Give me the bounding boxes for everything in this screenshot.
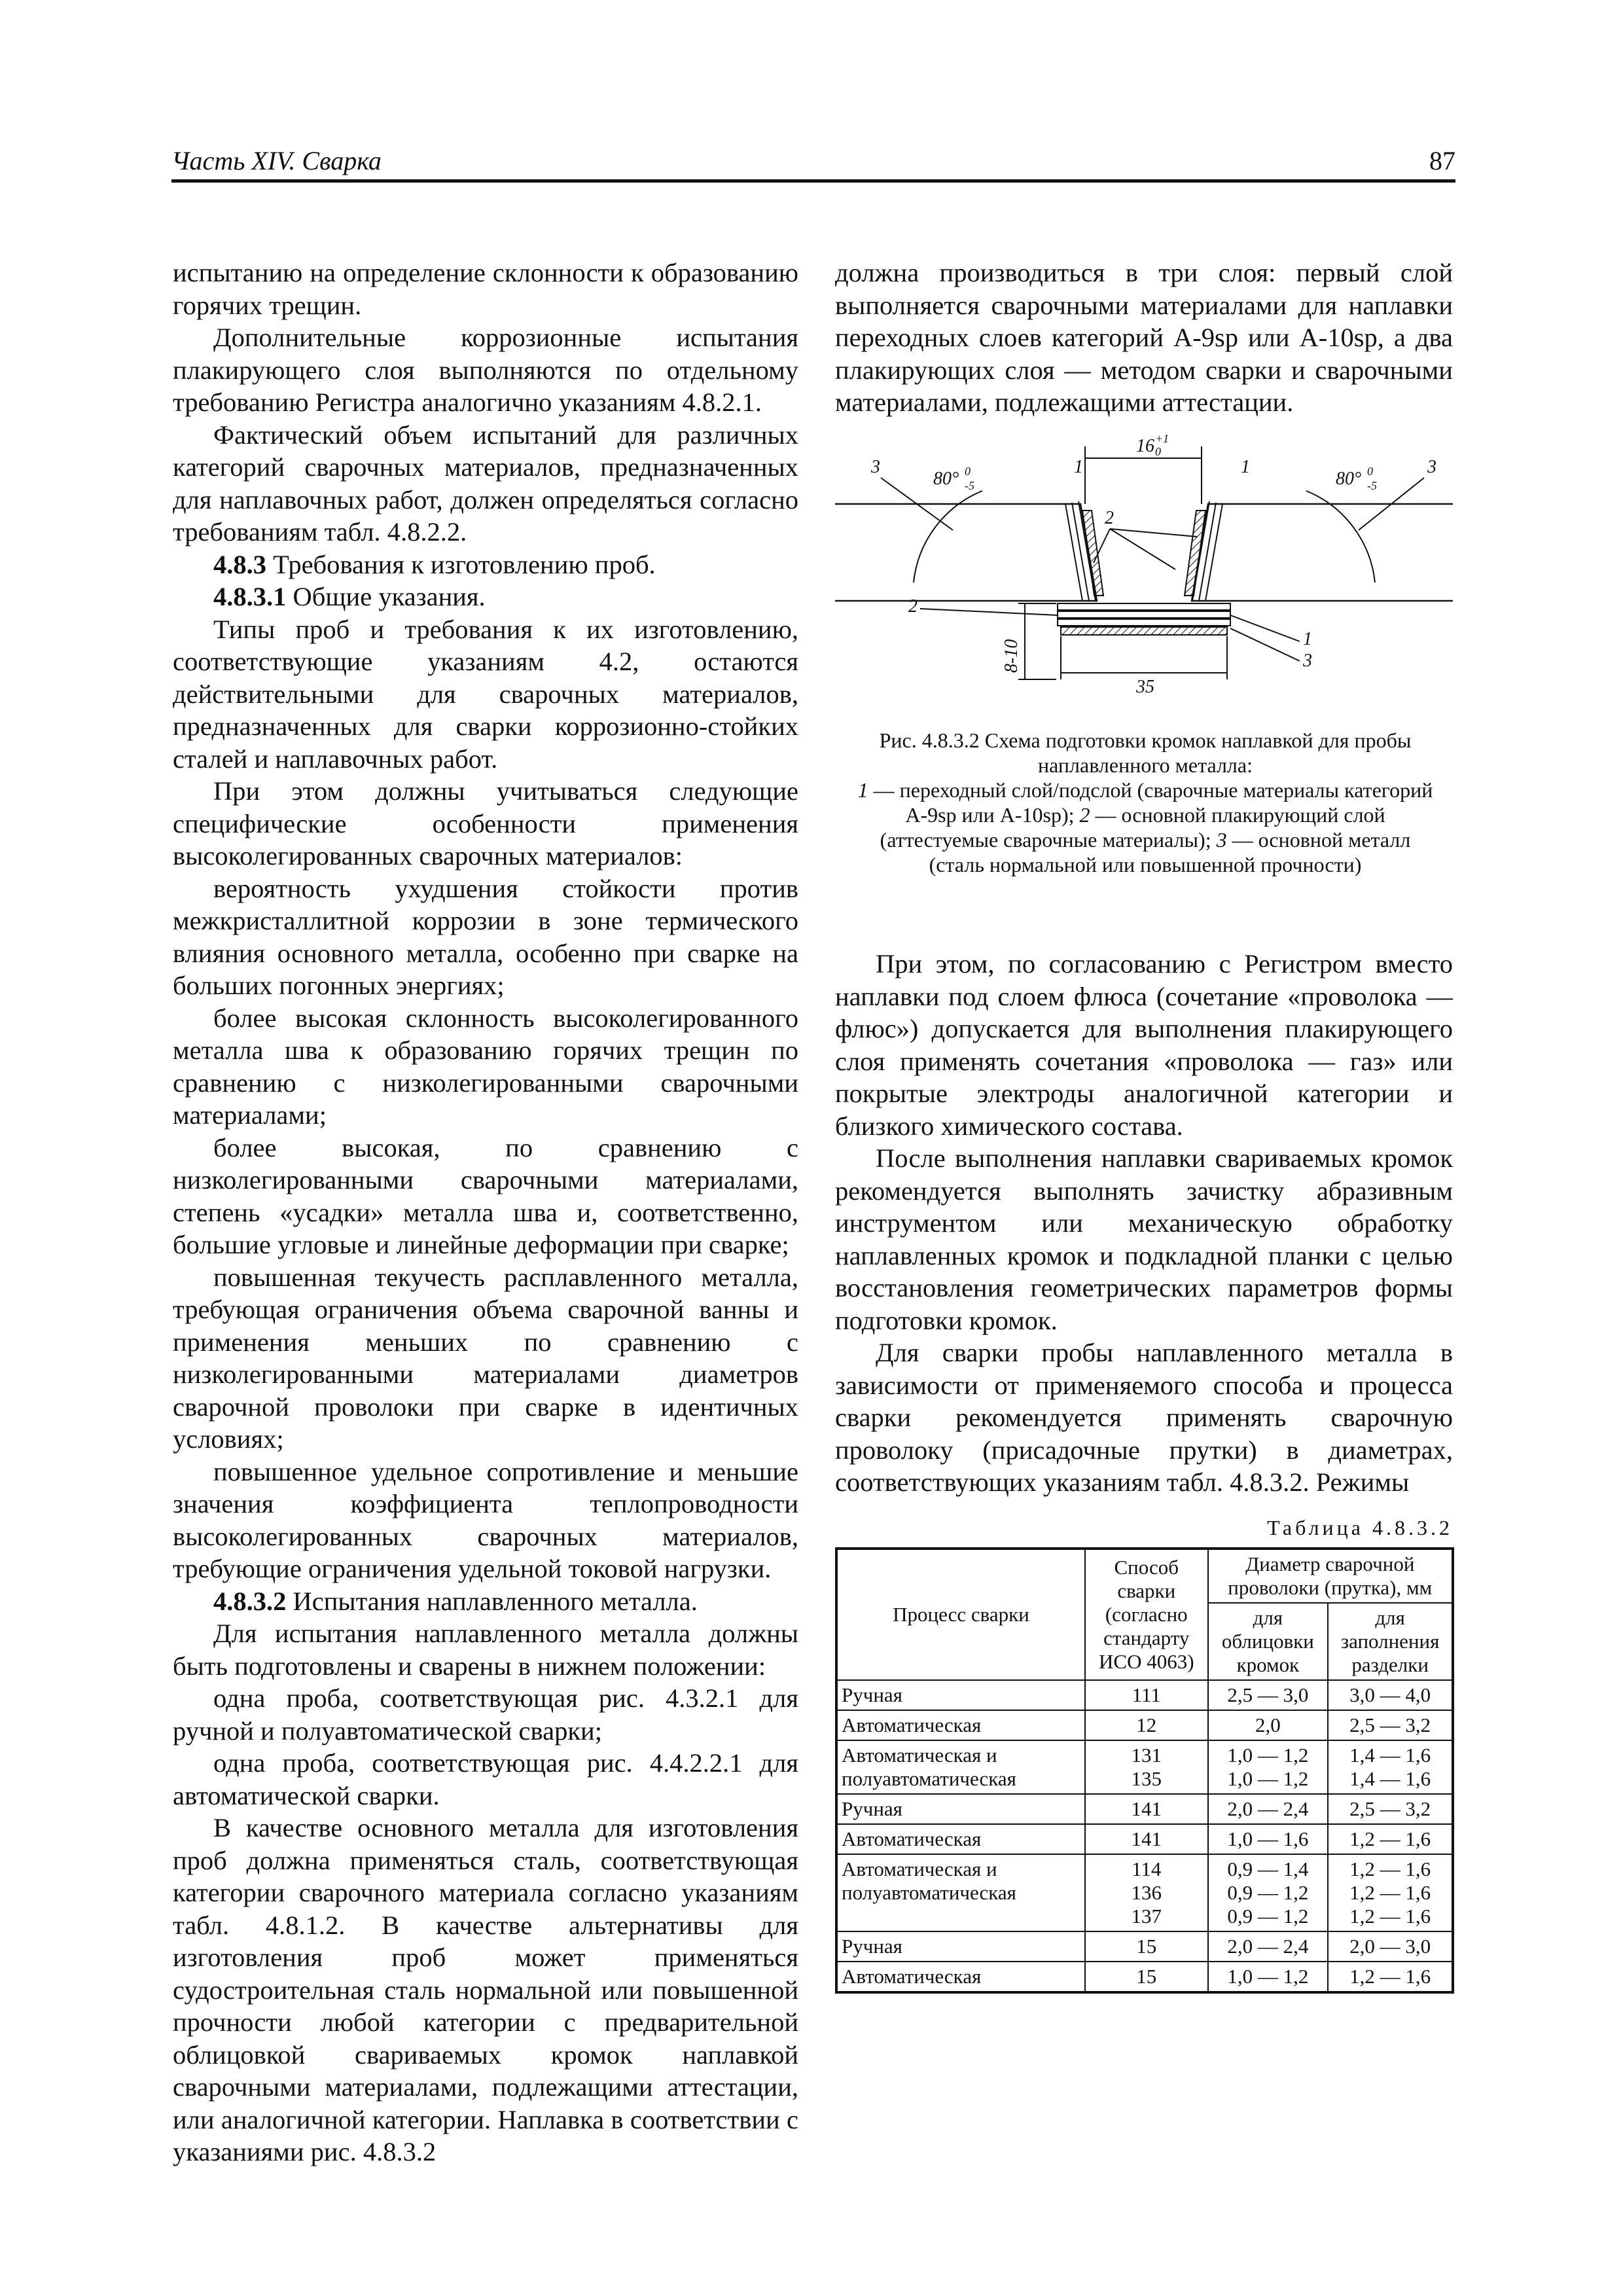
header-filling: для заполнения разделки <box>1328 1603 1452 1680</box>
table-cell-process: Автоматическая <box>837 1824 1085 1854</box>
list-paragraph: повышенное удельное сопротивление и меньшие значения коэффициента теплопроводности высоколегированных сварочных материалов, требующие ограничения удельной токовой нагрузки. <box>173 1456 798 1583</box>
figure-label-3-left: 3 <box>871 457 880 477</box>
paragraph: Фактический объем испытаний для различных категорий сварочных материалов, предназначенных для наплавочных работ, должен определяться согласно требованиям табл. 4.8.2.2. <box>173 420 798 547</box>
subsection-heading <box>173 1585 798 1618</box>
table-cell-facing: 2,0 — 2,4 <box>1208 1931 1329 1962</box>
paragraph: испытанию на определение склонности к образованию горячих трещин. <box>173 258 798 320</box>
table-cell-method: 141 <box>1085 1824 1208 1854</box>
list-paragraph: одна проба, соответствующая рис. 4.4.2.2.1 для автоматической сварки. <box>173 1748 798 1810</box>
list-paragraph: более высокая склонность высоколегированного металла шва к образованию горячих трещин по сравнению с низколегированными сварочными материалами; <box>173 1003 798 1130</box>
wire-diameter-table <box>836 1549 1453 1992</box>
figure-label-1-bottom: 1 <box>1303 629 1312 649</box>
angle-left-sup: 0 <box>965 465 971 478</box>
width-dimension: 35 <box>1136 677 1154 697</box>
page-header <box>171 145 1455 178</box>
section-heading <box>173 548 798 581</box>
table-row <box>837 1794 1452 1824</box>
table-cell-filling: 2,5 — 3,2 <box>1328 1794 1452 1824</box>
table-cell-method: 131 135 <box>1085 1740 1208 1794</box>
table-cell-method: 141 <box>1085 1794 1208 1824</box>
figure-label-3-bottom: 3 <box>1303 651 1312 671</box>
section-number: 4.8.3 <box>213 549 266 579</box>
legend-text: — переходный слой/подслой (сварочные материалы категорий А-9sp или А-10sp); <box>868 778 1433 827</box>
table-cell-method: 15 <box>1085 1962 1208 1992</box>
angle-left-sub: -5 <box>965 479 974 492</box>
paragraph: Типы проб и требования к их изготовлению, соответствующие указаниям 4.2, остаются действительными для сварочных материалов, предназначенных для сварки коррозионно-стойких сталей и наплавочных работ. <box>173 614 798 774</box>
table-row <box>837 1824 1452 1854</box>
figure-caption-legend <box>851 778 1440 877</box>
table-cell-process: Ручная <box>837 1794 1085 1824</box>
table-cell-facing: 0,9 — 1,4 0,9 — 1,2 0,9 — 1,2 <box>1208 1854 1329 1931</box>
table-cell-filling: 2,5 — 3,2 <box>1328 1710 1452 1740</box>
figure-label-3-right: 3 <box>1427 457 1436 477</box>
paragraph: Для сварки пробы наплавленного металла в зависимости от применяемого способа и процесса сварки рекомендуется применять сварочную проволоку (присадочные прутки) в диаметрах, соответствующих указаниям табл. 4.8.3.2. Режимы <box>835 1338 1453 1497</box>
table-cell-process: Ручная <box>837 1931 1085 1962</box>
figure-label-1-right: 1 <box>1241 457 1250 477</box>
table-cell-process: Автоматическая и полуавтоматическая <box>837 1740 1085 1794</box>
table-cell-process: Ручная <box>837 1680 1085 1710</box>
gap-dimension: 16 <box>1136 436 1154 456</box>
running-title: Часть XIV. Сварка <box>171 146 382 175</box>
height-dimension: 8-10 <box>1001 639 1022 673</box>
left-column <box>173 257 798 2168</box>
table-cell-facing: 2,0 <box>1208 1710 1329 1740</box>
table-row <box>837 1710 1452 1740</box>
legend-text: — основной плакирующий слой (аттестуемые сварочные материалы); <box>880 803 1385 852</box>
section-heading-text: Испытания наплавленного металла. <box>293 1586 698 1616</box>
table-cell-filling: 3,0 — 4,0 <box>1328 1680 1452 1710</box>
table-row <box>837 1962 1452 1992</box>
table-row <box>837 1740 1452 1794</box>
weld-edge-figure <box>835 432 1453 720</box>
section-heading-text: Требования к изготовлению проб. <box>273 549 656 579</box>
section-heading-text: Общие указания. <box>293 582 486 611</box>
figure-label-2-bottom: 2 <box>908 596 918 617</box>
angle-right-sub: -5 <box>1367 479 1377 492</box>
paragraph: В качестве основного металла для изготовления проб должна применяться сталь, соответствующая категории сварочного материала согласно указаниям табл. 4.8.1.2. В качестве альтернативы для изготовления проб может применяться судостроительная сталь нормальной или повышенной прочности любой категории с предварительной облицовкой свариваемых кромок наплавкой сварочными материалами, подлежащими аттестации, или аналогичной категории. Наплавка в соответствии с указаниями рис. 4.8.3.2 <box>173 1813 798 2166</box>
header-process: Процесс сварки <box>837 1549 1085 1680</box>
table-cell-filling: 2,0 — 3,0 <box>1328 1931 1452 1962</box>
figure-label-1-left: 1 <box>1074 457 1083 477</box>
header-rule <box>171 179 1455 183</box>
angle-right-sup: 0 <box>1367 465 1373 478</box>
table-cell-method: 15 <box>1085 1931 1208 1962</box>
legend-number: 3 <box>1216 828 1227 852</box>
gap-dimension-sup: +1 <box>1155 432 1169 445</box>
table-cell-process: Автоматическая <box>837 1962 1085 1992</box>
paragraph: Дополнительные коррозионные испытания плакирующего слоя выполняются по отдельному требованию Регистра аналогично указаниям 4.8.2.1. <box>173 323 798 417</box>
subsection-heading <box>173 581 798 613</box>
table-cell-facing: 2,0 — 2,4 <box>1208 1794 1329 1824</box>
list-paragraph: повышенная текучесть расплавленного металла, требующая ограничения объема сварочной ванны и применения меньших по сравнению с низколегированными материалами диаметров сварочной проволоки при сварке в идентичных условиях; <box>173 1262 798 1454</box>
left-cladding-layers <box>1065 501 1103 601</box>
section-number: 4.8.3.2 <box>213 1586 287 1616</box>
table-cell-method: 114 136 137 <box>1085 1854 1208 1931</box>
table-cell-facing: 1,0 — 1,6 <box>1208 1824 1329 1854</box>
table-cell-facing: 2,5 — 3,0 <box>1208 1680 1329 1710</box>
legend-number: 2 <box>1079 803 1090 827</box>
gap-dimension-sub: 0 <box>1155 445 1161 458</box>
list-paragraph: более высокая, по сравнению с низколегированными сварочными материалами, степень «усадки» металла шва и, соответственно, большие угловые и линейные деформации при сварке; <box>173 1132 798 1259</box>
table-cell-filling: 1,2 — 1,6 1,2 — 1,6 1,2 — 1,6 <box>1328 1854 1452 1931</box>
table-row <box>837 1680 1452 1710</box>
paragraph: При этом, по согласованию с Регистром вместо наплавки под слоем флюса (сочетание «проволока — флюс») допускается для выполнения плакирующего слоя применять сочетания «проволока — газ» или покрытые электроды аналогичной категории и близкого химического состава. <box>835 949 1453 1141</box>
header-diameter: Диаметр сварочной проволоки (прутка), мм <box>1208 1549 1452 1603</box>
legend-text: — основной металл (сталь нормальной или повышенной прочности) <box>929 828 1411 876</box>
header-method: Способ сварки (согласно стандарту ИСО 4063) <box>1085 1549 1208 1680</box>
paragraph: При этом должны учитываться следующие специфические особенности применения высоколегированных сварочных материалов: <box>173 776 798 870</box>
figure-caption <box>851 728 1440 877</box>
page-number: 87 <box>1429 146 1455 175</box>
table-body <box>837 1680 1452 1992</box>
legend-number: 1 <box>857 778 868 802</box>
paragraph: Для испытания наплавленного металла должны быть подготовлены и сварены в нижнем положении: <box>173 1619 798 1681</box>
table-cell-facing: 1,0 — 1,2 1,0 — 1,2 <box>1208 1740 1329 1794</box>
backing-plate <box>1058 603 1230 635</box>
right-cladding-layers <box>1185 501 1222 601</box>
table-cell-filling: 1,4 — 1,6 1,4 — 1,6 <box>1328 1740 1452 1794</box>
table-cell-filling: 1,2 — 1,6 <box>1328 1824 1452 1854</box>
list-paragraph: одна проба, соответствующая рис. 4.3.2.1 для ручной и полуавтоматической сварки; <box>173 1683 798 1746</box>
table-cell-process: Автоматическая и полуавтоматическая <box>837 1854 1085 1931</box>
paragraph: После выполнения наплавки свариваемых кромок рекомендуется выполнять зачистку абразивным инструментом или механическую обработку наплавленных кромок и подкладной планки с целью восстановления геометрических параметров формы подготовки кромок. <box>835 1143 1453 1335</box>
table-cell-facing: 1,0 — 1,2 <box>1208 1962 1329 1992</box>
angle-left: 80° <box>933 469 959 489</box>
list-paragraph: вероятность ухудшения стойкости против межкристаллитной коррозии в зоне термического влияния основного металла, особенно при сварке на больших погонных энергиях; <box>173 873 798 1000</box>
table-cell-process: Автоматическая <box>837 1710 1085 1740</box>
angle-right: 80° <box>1336 469 1362 489</box>
base-metal-plates <box>835 504 1453 601</box>
table-row <box>837 1854 1452 1931</box>
figure-caption-title: Рис. 4.8.3.2 Схема подготовки кромок наплавкой для пробы наплавленного металла: <box>879 728 1412 777</box>
section-number: 4.8.3.1 <box>213 582 287 611</box>
table-cell-method: 111 <box>1085 1680 1208 1710</box>
figure-label-2: 2 <box>1105 508 1114 528</box>
table-title: Таблица 4.8.3.2 <box>1267 1516 1453 1539</box>
right-column-bottom <box>835 948 1453 1499</box>
table-cell-method: 12 <box>1085 1710 1208 1740</box>
paragraph: должна производиться в три слоя: первый слой выполняется сварочными материалами для наплавки переходных слоев категорий А-9sp или А-10sp, а два плакирующих слоя — методом сварки и сварочными материалами, подлежащими аттестации. <box>835 258 1453 417</box>
right-column-top <box>835 257 1453 419</box>
table-row <box>837 1931 1452 1962</box>
header-facing: для облицовки кромок <box>1208 1603 1329 1680</box>
table-cell-filling: 1,2 — 1,6 <box>1328 1962 1452 1992</box>
